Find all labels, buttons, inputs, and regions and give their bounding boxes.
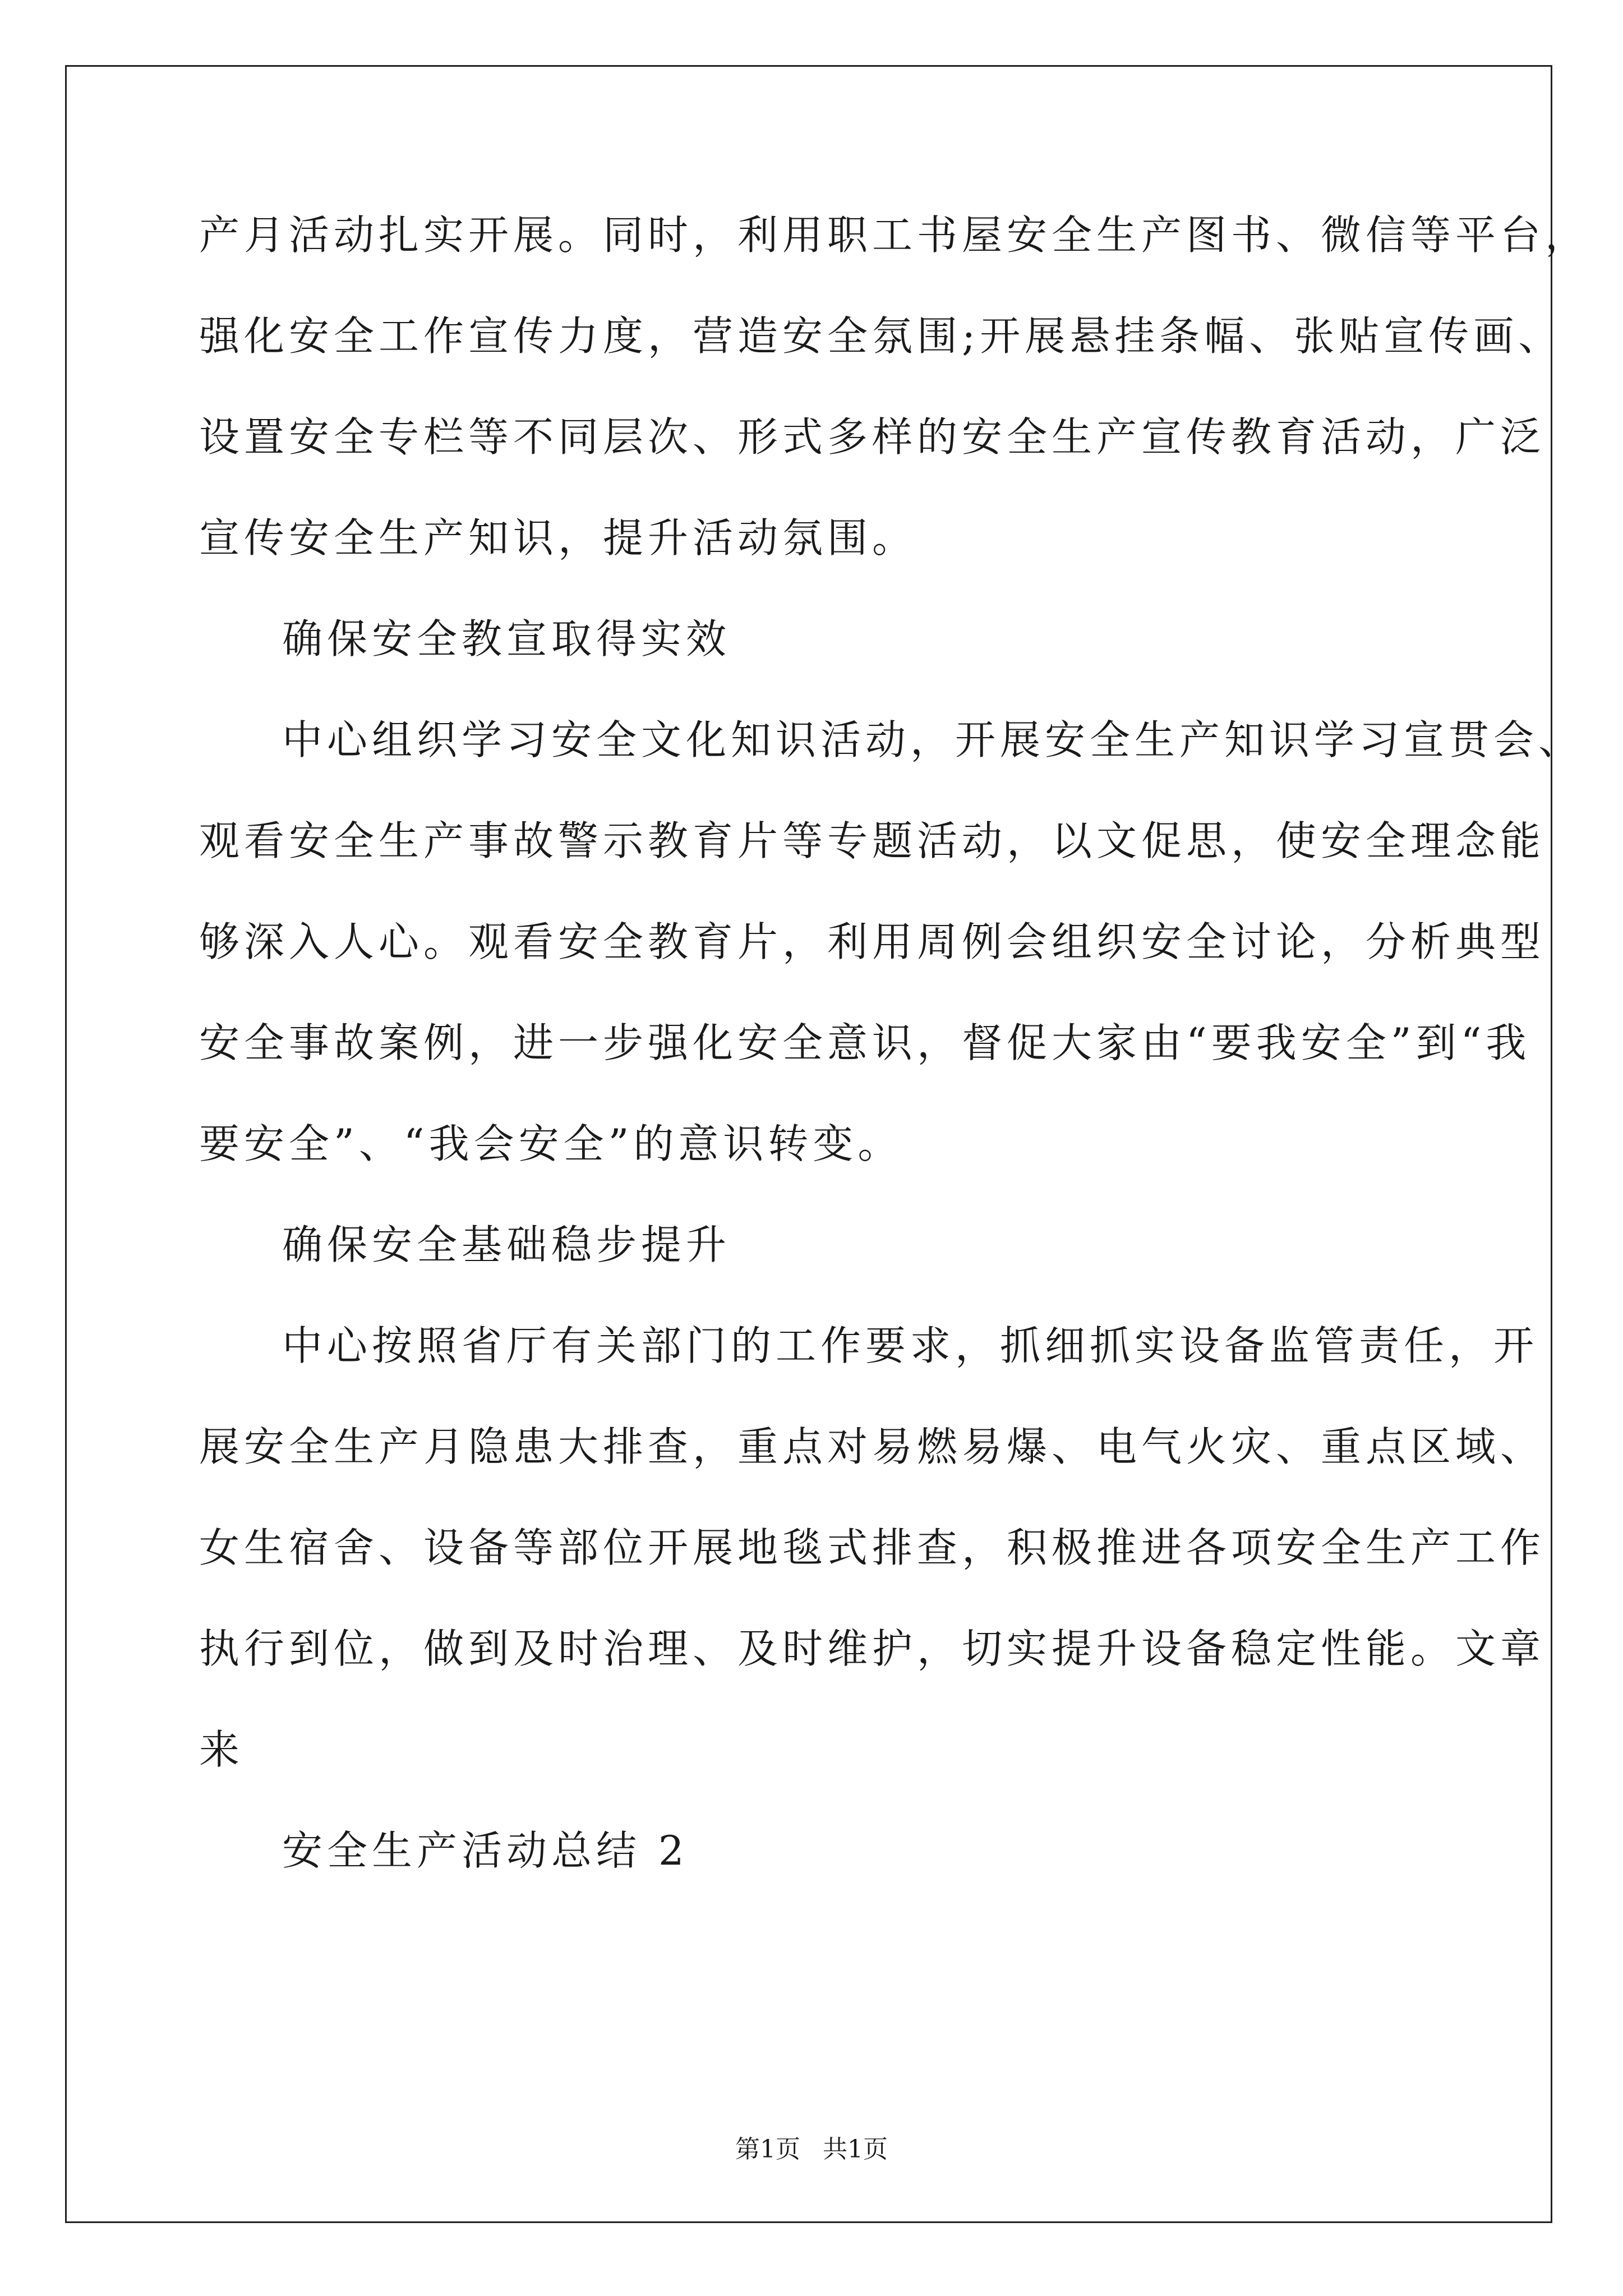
body-line: 安全事故案例，进一步强化安全意识，督促大家由“要我安全”到“我	[199, 1019, 1531, 1066]
body-line: 设置安全专栏等不同层次、形式多样的安全生产宣传教育活动，广泛	[199, 413, 1546, 461]
body-line: 中心组织学习安全文化知识活动，开展安全生产知识学习宣贯会、	[282, 716, 1584, 763]
body-line: 够深入人心。观看安全教育片，利用周例会组织安全讨论，分析典型	[199, 918, 1546, 965]
section-heading: 确保安全教宣取得实效	[282, 615, 731, 662]
section-heading: 安全生产活动总结 2	[282, 1827, 689, 1874]
body-line: 产月活动扎实开展。同时，利用职工书屋安全生产图书、微信等平台，	[199, 211, 1590, 259]
body-line: 展安全生产月隐患大排查，重点对易燃易爆、电气火灾、重点区域、	[199, 1423, 1546, 1470]
page-total: 共1页	[823, 2135, 888, 2164]
page-footer	[0, 2129, 1623, 2165]
body-line: 观看安全生产事故警示教育片等专题活动，以文促思，使安全理念能	[199, 817, 1546, 864]
body-line: 来	[199, 1726, 245, 1773]
body-line: 要安全”、“我会安全”的意识转变。	[199, 1120, 903, 1167]
body-line: 中心按照省厅有关部门的工作要求，抓细抓实设备监管责任，开	[282, 1322, 1539, 1369]
page-number: 第1页	[735, 2135, 800, 2164]
section-heading: 确保安全基础稳步提升	[282, 1221, 731, 1268]
body-line: 强化安全工作宣传力度，营造安全氛围;开展悬挂条幅、张贴宣传画、	[199, 312, 1564, 360]
body-line: 执行到位，做到及时治理、及时维护，切实提升设备稳定性能。文章	[199, 1625, 1546, 1672]
body-line: 宣传安全生产知识，提升活动氛围。	[199, 514, 917, 562]
body-line: 女生宿舍、设备等部位开展地毯式排查，积极推进各项安全生产工作	[199, 1524, 1546, 1571]
